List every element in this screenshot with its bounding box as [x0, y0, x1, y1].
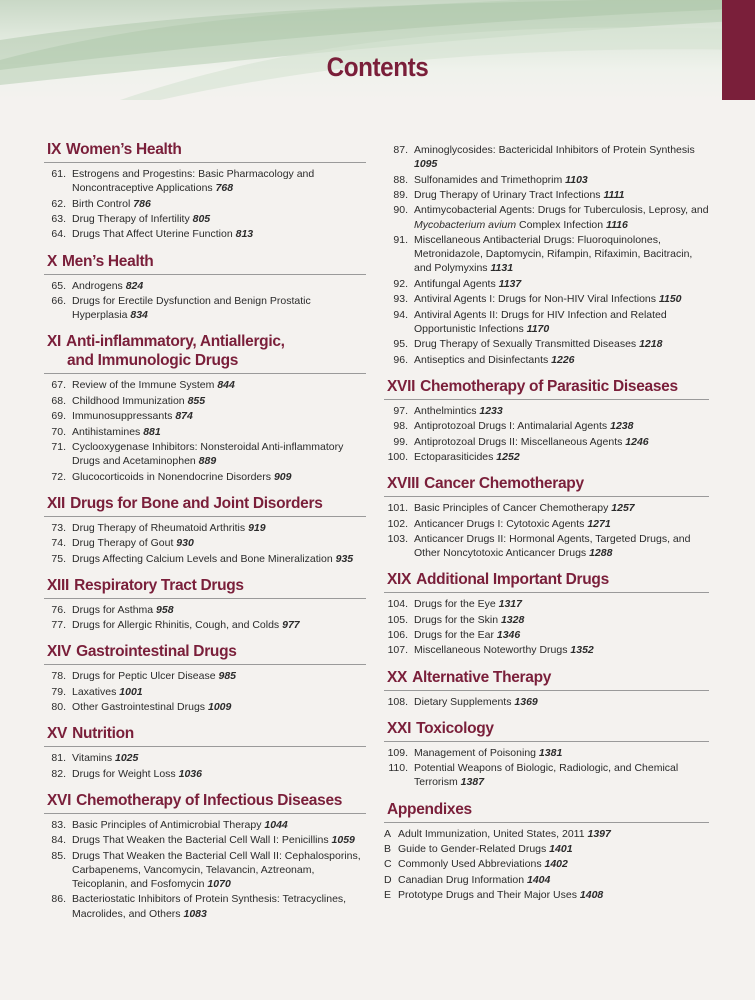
unit-heading	[44, 332, 366, 374]
page-number: 1257	[611, 502, 635, 515]
toc-entry	[44, 294, 366, 322]
page-number: 1103	[565, 173, 588, 186]
chapter-number: 106.	[387, 629, 408, 642]
toc-entry	[384, 532, 709, 560]
page-number: 881	[143, 425, 161, 438]
page-number: 1288	[589, 547, 613, 560]
page-number: 1218	[639, 338, 663, 351]
toc-entry	[384, 353, 709, 367]
chapter-number: 88.	[393, 173, 408, 186]
chapter-number: 69.	[51, 410, 66, 423]
unit-number: XXI	[387, 719, 412, 737]
chapter-number: 83.	[51, 818, 66, 831]
toc-entry	[44, 669, 366, 683]
chapter-title: Drugs for Asthma 958	[72, 603, 174, 616]
chapter-title: Antiprotozoal Drugs I: Antimalarial Agents 1238	[414, 420, 634, 433]
chapter-number: 63.	[51, 212, 66, 225]
unit-section	[44, 791, 366, 921]
chapter-title: Childhood Immunization 855	[72, 394, 206, 407]
page-number: 889	[198, 455, 217, 468]
chapter-number: 90.	[393, 204, 408, 217]
toc-entry	[384, 173, 709, 187]
toc-entry	[44, 378, 366, 392]
unit-heading	[384, 719, 709, 742]
toc-entry	[384, 308, 709, 336]
toc-entry	[384, 842, 709, 856]
chapter-number: 102.	[387, 517, 408, 530]
unit-title-text: Women’s Health	[66, 141, 182, 158]
section-tab-marker	[722, 0, 755, 100]
chapter-title: Drugs That Affect Uterine Function 813	[72, 228, 254, 241]
page-number: 1238	[610, 420, 634, 433]
page-number: 813	[235, 228, 254, 241]
page-number: 1036	[178, 767, 202, 780]
toc-entry	[384, 873, 709, 887]
unit-title-text: Gastrointestinal Drugs	[76, 643, 237, 661]
page-number: 958	[156, 603, 174, 616]
chapter-title: Review of the Immune System 844	[72, 379, 235, 392]
chapter-title: Antiviral Agents II: Drugs for HIV Infection and Related Opportunistic Infections 1170	[414, 308, 667, 335]
appendixes-section	[384, 800, 709, 903]
header-banner	[0, 0, 755, 100]
toc-entry	[384, 888, 709, 902]
page-number: 1369	[514, 695, 538, 708]
chapter-title: Antimycobacterial Agents: Drugs for Tuberculosis, Leprosy, and Mycobacterium avium Complex Infection 1116	[414, 204, 709, 231]
unit-number: XI	[47, 333, 62, 351]
unit-number: XIV	[47, 643, 72, 661]
chapter-title: Anticancer Drugs II: Hormonal Agents, Targeted Drugs, and Other Noncytotoxic Anticancer Drugs 1288	[414, 532, 691, 560]
toc-entry	[384, 597, 709, 611]
unit-number: X	[47, 252, 58, 270]
toc-entry	[44, 425, 366, 439]
chapter-title: Drugs for the Skin 1328	[414, 613, 525, 626]
chapter-number: 64.	[51, 228, 66, 241]
chapter-title: Drugs for Erectile Dysfunction and Benign Prostatic Hyperplasia 834	[72, 294, 311, 322]
page-number: 1271	[587, 517, 611, 530]
unit-continued-list	[384, 143, 709, 367]
page-number: 1083	[183, 907, 207, 920]
page-number: 1352	[570, 644, 594, 657]
chapter-number: 100.	[387, 450, 408, 463]
toc-entry	[44, 552, 366, 566]
chapter-title: Potential Weapons of Biologic, Radiologic, and Chemical Terrorism 1387	[414, 762, 679, 789]
chapter-title: Miscellaneous Noteworthy Drugs 1352	[414, 644, 594, 657]
chapter-title: Drugs for Allergic Rhinitis, Cough, and Colds 977	[72, 619, 300, 632]
chapter-title: Drugs for Peptic Ulcer Disease 985	[72, 670, 237, 683]
unit-number: XII	[47, 494, 66, 512]
page-number: 1170	[526, 322, 550, 335]
chapter-title: Drug Therapy of Rheumatoid Arthritis 919	[72, 521, 266, 534]
page-number: 935	[335, 552, 354, 565]
toc-entry	[44, 892, 366, 920]
chapter-title: Birth Control 786	[72, 197, 151, 210]
chapter-number: 89.	[393, 188, 408, 201]
right-column	[384, 143, 709, 912]
unit-title-text: Men’s Health	[62, 252, 154, 270]
unit-title-text: Nutrition	[72, 725, 134, 743]
chapter-title: Drug Therapy of Sexually Transmitted Diseases 1218	[414, 338, 663, 351]
toc-entry	[384, 613, 709, 627]
chapter-title: Aminoglycosides: Bactericidal Inhibitors of Protein Synthesis 1095	[414, 144, 695, 171]
toc-entry	[44, 849, 366, 892]
chapter-number: 77.	[51, 619, 66, 632]
toc-entry	[44, 197, 366, 211]
toc-entry	[384, 203, 709, 231]
toc-entry	[44, 521, 366, 535]
unit-title-text: Cancer Chemotherapy	[424, 475, 584, 493]
unit-number: XVII	[387, 377, 416, 395]
unit-heading	[44, 494, 366, 517]
toc-entry	[384, 435, 709, 449]
chapter-number: 61.	[51, 168, 66, 180]
unit-title-continued: and Immunologic Drugs	[67, 352, 239, 370]
chapter-title: Bacteriostatic Inhibitors of Protein Synthesis: Tetracyclines, Macrolides, and Others 1083	[72, 893, 347, 920]
unit-heading	[44, 642, 366, 665]
page-number: 1009	[207, 701, 232, 714]
chapter-number: 105.	[387, 613, 408, 626]
chapter-number: 108.	[387, 695, 408, 708]
unit-number: XIII	[47, 576, 70, 594]
unit-section	[384, 474, 709, 560]
unit-heading	[44, 791, 366, 814]
chapter-number: 101.	[387, 502, 408, 515]
chapter-title: Drug Therapy of Urinary Tract Infections 1111	[414, 188, 625, 201]
page-number: 977	[282, 619, 300, 632]
unit-number: IX	[47, 141, 62, 158]
unit-title-text: Respiratory Tract Drugs	[74, 576, 244, 594]
page-number: 834	[130, 309, 148, 322]
unit-heading	[384, 377, 709, 400]
chapter-title: Antiprotozoal Drugs II: Miscellaneous Agents 1246	[414, 435, 649, 448]
unit-title-text: Chemotherapy of Parasitic Diseases	[420, 377, 678, 395]
unit-heading	[44, 140, 366, 163]
chapter-number: C	[384, 858, 392, 871]
unit-section	[44, 140, 366, 242]
chapter-number: 99.	[393, 435, 408, 448]
chapter-title: Basic Principles of Antimicrobial Therapy 1044	[72, 818, 288, 831]
page-number: 1150	[658, 293, 682, 306]
chapter-title: Other Gastrointestinal Drugs 1009	[72, 701, 232, 714]
toc-entry	[44, 700, 366, 714]
toc-entry	[44, 536, 366, 550]
unit-title-text: Appendixes	[387, 800, 472, 818]
toc-entry	[44, 227, 366, 241]
toc-entry	[44, 279, 366, 293]
chapter-title: Drugs for the Ear 1346	[414, 629, 521, 642]
chapter-number: 74.	[51, 537, 66, 550]
unit-title-text: Toxicology	[416, 719, 494, 737]
chapter-number: 110.	[388, 762, 408, 775]
chapter-title: Ectoparasiticides 1252	[414, 450, 520, 463]
chapter-title: Adult Immunization, United States, 2011 1397	[398, 827, 611, 840]
page-number: 1246	[625, 435, 649, 448]
unit-heading	[384, 570, 709, 593]
chapter-title: Glucocorticoids in Nonendocrine Disorders 909	[72, 470, 292, 483]
chapter-number: 73.	[51, 521, 66, 534]
toc-entry	[384, 292, 709, 306]
chapter-title: Anticancer Drugs I: Cytotoxic Agents 1271	[414, 517, 611, 530]
page-number: 768	[215, 182, 234, 195]
toc-entry	[384, 857, 709, 871]
page-number: 1387	[460, 776, 485, 789]
page-number: 1252	[496, 450, 520, 463]
chapter-title: Laxatives 1001	[72, 685, 143, 698]
chapter-number: 85.	[51, 849, 66, 862]
page-number: 1111	[603, 188, 625, 201]
page-number: 1402	[544, 858, 568, 871]
chapter-title: Antifungal Agents 1137	[414, 277, 522, 290]
toc-entry	[384, 628, 709, 642]
chapter-title: Drugs for the Eye 1317	[414, 598, 522, 611]
unit-title-text: Alternative Therapy	[412, 668, 552, 686]
chapter-number: 93.	[393, 293, 408, 306]
toc-entry	[44, 685, 366, 699]
unit-heading	[384, 800, 709, 823]
unit-number: XVIII	[387, 475, 420, 493]
page-title: Contents	[326, 52, 429, 82]
toc-entry	[384, 517, 709, 531]
chapter-number: 92.	[393, 277, 408, 290]
page-number: 1233	[479, 404, 503, 417]
unit-heading	[44, 724, 366, 747]
chapter-title: Management of Poisoning 1381	[414, 746, 563, 759]
unit-heading	[44, 252, 366, 275]
unit-section	[384, 377, 709, 464]
chapter-number: E	[384, 889, 392, 902]
toc-entry	[384, 404, 709, 418]
toc-entry	[384, 143, 709, 171]
page-number: 1401	[549, 843, 573, 856]
toc-entry	[44, 751, 366, 765]
chapter-number: 65.	[51, 279, 66, 292]
toc-entry	[44, 833, 366, 847]
page-number: 1226	[551, 353, 575, 366]
chapter-number: 104.	[387, 598, 408, 611]
chapter-number: B	[384, 843, 392, 856]
left-column	[44, 140, 366, 931]
unit-section	[384, 668, 709, 709]
chapter-number: 82.	[51, 767, 66, 780]
page-number: 1044	[264, 818, 288, 831]
page-number: 805	[192, 212, 211, 225]
toc-entry	[384, 643, 709, 657]
page-number: 1317	[498, 598, 522, 611]
chapter-title: Drug Therapy of Infertility 805	[72, 212, 211, 225]
page-number: 1137	[498, 277, 522, 290]
toc-entry	[44, 603, 366, 617]
chapter-number: 67.	[51, 379, 66, 392]
chapter-number: 84.	[51, 834, 66, 847]
chapter-title: Cyclooxygenase Inhibitors: Nonsteroidal Anti-inflammatory Drugs and Acetaminophen 889	[72, 440, 344, 468]
page-number: 1346	[496, 629, 521, 642]
page-number: 919	[248, 521, 266, 534]
page-number: 1116	[606, 218, 628, 231]
toc-entry	[384, 501, 709, 515]
unit-section	[44, 576, 366, 633]
unit-section	[44, 494, 366, 566]
page-number: 1131	[490, 262, 514, 275]
chapter-number: 72.	[51, 470, 66, 483]
page-number: 874	[175, 410, 193, 423]
toc-entry	[44, 212, 366, 226]
unit-number: XIX	[387, 571, 412, 589]
chapter-number: 96.	[393, 353, 408, 366]
chapter-number: 107.	[387, 644, 408, 657]
chapter-title: Drugs for Weight Loss 1036	[72, 767, 202, 780]
chapter-number: 81.	[51, 752, 66, 765]
chapter-number: 76.	[51, 603, 66, 616]
chapter-title: Guide to Gender-Related Drugs 1401	[398, 843, 573, 856]
chapter-title: Dietary Supplements 1369	[414, 695, 538, 708]
chapter-title: Antihistamines 881	[72, 425, 161, 438]
chapter-title: Drug Therapy of Gout 930	[72, 537, 194, 550]
chapter-number: 87.	[393, 144, 408, 156]
chapter-title: Commonly Used Abbreviations 1402	[398, 858, 568, 871]
chapter-number: 78.	[51, 670, 66, 683]
unit-section	[384, 570, 709, 657]
chapter-number: 70.	[51, 425, 66, 438]
toc-entry	[384, 695, 709, 709]
page-number: 985	[218, 670, 237, 683]
unit-heading	[384, 668, 709, 691]
toc-entry	[44, 409, 366, 423]
unit-title-text: Additional Important Drugs	[416, 571, 609, 589]
unit-title-text: Drugs for Bone and Joint Disorders	[70, 494, 323, 512]
chapter-number: D	[384, 873, 392, 886]
page-number: 824	[125, 279, 144, 292]
unit-section	[44, 724, 366, 781]
toc-entry	[384, 188, 709, 202]
unit-section	[44, 332, 366, 483]
page-number: 930	[176, 537, 194, 550]
page-number: 855	[187, 394, 206, 407]
chapter-number: 75.	[51, 552, 66, 565]
unit-section	[44, 642, 366, 714]
page-number: 1397	[587, 827, 611, 840]
unit-number: XX	[387, 668, 408, 686]
page-number: 1404	[527, 873, 551, 886]
page-number: 1095	[414, 158, 438, 171]
chapter-number: 94.	[393, 308, 408, 321]
toc-entry	[384, 761, 709, 789]
chapter-number: 86.	[51, 893, 66, 906]
page-number: 1328	[500, 613, 525, 626]
chapter-title: Basic Principles of Cancer Chemotherapy 1257	[414, 502, 635, 515]
page-number: 1025	[115, 752, 139, 765]
chapter-number: 62.	[51, 197, 66, 210]
toc-entry	[384, 450, 709, 464]
page-number: 1070	[207, 878, 231, 891]
chapter-number: 71.	[51, 440, 66, 453]
toc-entry	[44, 440, 366, 468]
chapter-number: 109.	[387, 746, 408, 759]
chapter-number: 98.	[393, 420, 408, 433]
toc-entry	[44, 167, 366, 195]
toc-entry	[384, 277, 709, 291]
chapter-title: Antiviral Agents I: Drugs for Non-HIV Viral Infections 1150	[414, 293, 682, 306]
toc-entry	[44, 394, 366, 408]
toc-entry	[44, 767, 366, 781]
unit-section	[44, 252, 366, 323]
chapter-number: 103.	[387, 532, 408, 545]
chapter-title: Antiseptics and Disinfectants 1226	[414, 353, 575, 366]
chapter-number: 97.	[393, 404, 408, 417]
unit-title-text: Anti-inflammatory, Antiallergic,	[66, 333, 285, 351]
unit-heading	[44, 576, 366, 599]
chapter-title: Prototype Drugs and Their Major Uses 1408	[398, 889, 604, 902]
chapter-number: A	[384, 827, 392, 840]
chapter-title: Androgens 824	[72, 279, 144, 292]
chapter-title: Canadian Drug Information 1404	[398, 873, 551, 886]
chapter-number: 95.	[393, 338, 408, 351]
chapter-number: 91.	[393, 233, 408, 246]
unit-heading	[384, 474, 709, 497]
chapter-number: 66.	[51, 294, 66, 307]
chapter-title: Estrogens and Progestins: Basic Pharmacology and Noncontraceptive Applications 768	[72, 168, 315, 195]
chapter-title: Miscellaneous Antibacterial Drugs: Fluoroquinolones, Metronidazole, Daptomycin, Rifampin, Rifaximin, Bacitracin, and Polymyxins 1131	[414, 233, 693, 275]
page-number: 1381	[538, 746, 563, 759]
toc-entry	[384, 827, 709, 841]
chapter-number: 68.	[51, 394, 66, 407]
unit-number: XV	[47, 725, 68, 743]
toc-entry	[384, 233, 709, 276]
chapter-title-italic: Mycobacterium avium	[414, 218, 517, 231]
page-number: 786	[133, 197, 151, 210]
toc-entry	[384, 746, 709, 760]
chapter-title: Drugs Affecting Calcium Levels and Bone Mineralization 935	[72, 552, 354, 565]
chapter-title: Vitamins 1025	[72, 752, 139, 765]
chapter-number: 80.	[51, 701, 66, 714]
chapter-title: Sulfonamides and Trimethoprim 1103	[414, 173, 588, 186]
unit-section	[384, 719, 709, 790]
chapter-title: Immunosuppressants 874	[72, 410, 193, 423]
banner-swoosh-graphic	[0, 0, 755, 100]
chapter-title: Drugs That Weaken the Bacterial Cell Wall I: Penicillins 1059	[72, 834, 355, 847]
unit-number: XVI	[47, 791, 72, 809]
toc-entry	[384, 419, 709, 433]
toc-entry	[44, 618, 366, 632]
page-number: 1059	[331, 834, 355, 847]
toc-entry	[384, 337, 709, 351]
toc-entry	[44, 818, 366, 832]
page-number: 844	[217, 379, 235, 392]
page-number: 909	[273, 470, 292, 483]
chapter-title: Anthelmintics 1233	[414, 404, 503, 417]
chapter-title: Drugs That Weaken the Bacterial Cell Wall II: Cephalosporins, Carbapenems, Vancomycin, Telavancin, Aztreonam, Teicoplanin, and Fosfomycin 1070	[72, 849, 361, 891]
toc-entry	[44, 470, 366, 484]
page-number: 1001	[119, 685, 143, 698]
unit-title-text: Chemotherapy of Infectious Diseases	[76, 791, 343, 809]
chapter-number: 79.	[51, 685, 66, 698]
page-number: 1408	[579, 889, 604, 902]
